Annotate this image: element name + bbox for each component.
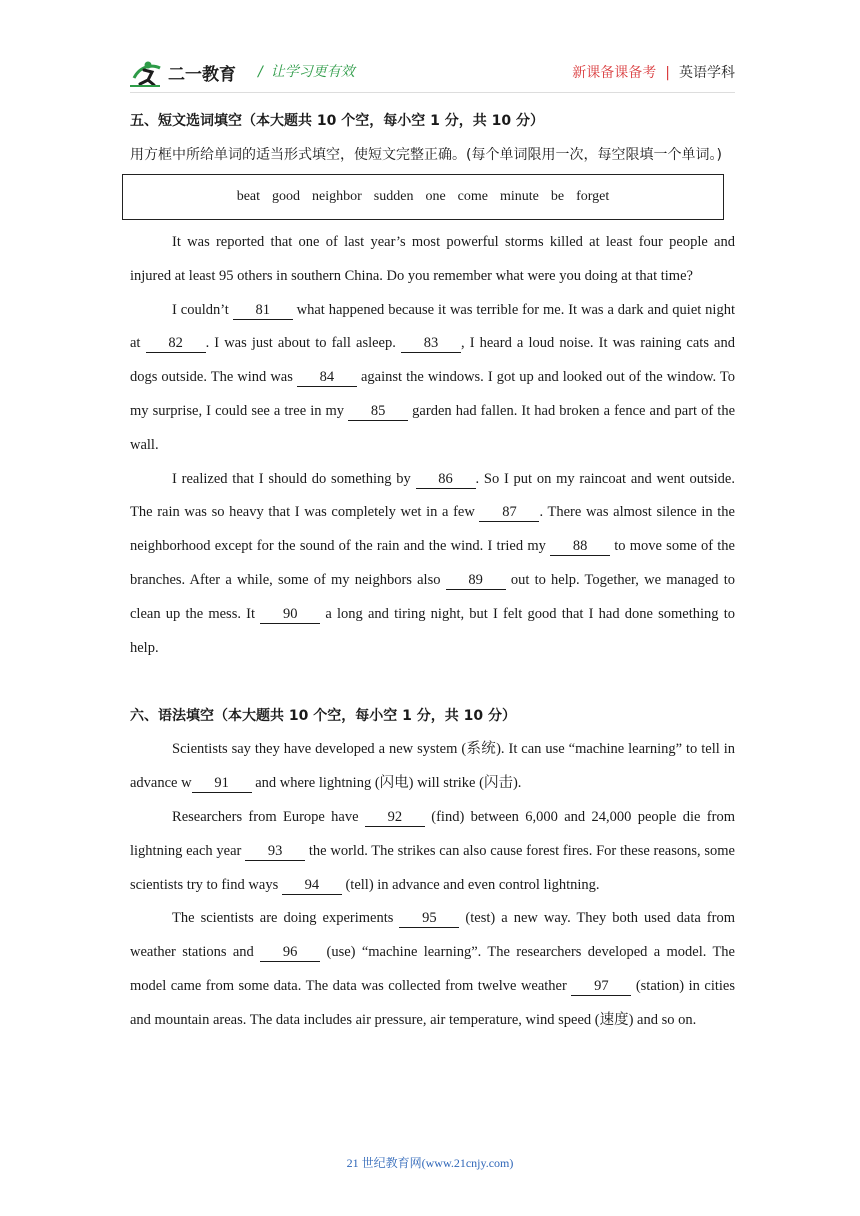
header-subject: 新课备课备考 | 英语学科 <box>572 65 735 81</box>
paragraph-text: . There was almost silence in the neighborhood except for the sound of the rain and the wind. I tried my <box>130 504 735 555</box>
slogan: / 让学习更有效 <box>258 64 355 80</box>
paragraph-text: Scientists say they have developed a new system (系统). It can use “machine learning” to tell in advance w <box>130 741 735 792</box>
answer-blank-90[interactable]: 90 <box>260 605 320 624</box>
answer-blank-83[interactable]: 83 <box>401 334 461 353</box>
section6-title: 六、语法填空（本大题共 10 个空，每小空 1 分，共 10 分） <box>130 708 516 725</box>
footer-source: 21 世纪教育网(www.21cnjy.com) <box>346 1156 514 1170</box>
answer-blank-88[interactable]: 88 <box>550 537 610 556</box>
paragraph-text: garden had fallen. It had broken a fence and part of the wall. <box>130 402 735 453</box>
answer-blank-95[interactable]: 95 <box>399 909 459 928</box>
answer-blank-86[interactable]: 86 <box>416 470 476 489</box>
document-body <box>130 104 735 1038</box>
section5-paragraph-1: It was reported that one of last year’s most powerful storms killed at least four people and injured at least 95 others in southern China. Do you remember what were you doing at that time? <box>130 234 735 284</box>
paragraph-text: Researchers from Europe have <box>172 808 365 825</box>
answer-blank-82[interactable]: 82 <box>146 334 206 353</box>
word-box-item: neighbor <box>312 189 362 204</box>
paragraph-text: (find) between 6,000 and 24,000 people die from lightning each year <box>130 808 735 859</box>
answer-blank-87[interactable]: 87 <box>479 503 539 522</box>
logo-text: 二一教育 <box>168 65 236 85</box>
section6-paragraph-1 <box>130 733 735 801</box>
section5-paragraph-3 <box>130 463 735 666</box>
paragraph-text: (use) “machine learning”. The researchers developed a model. The model came from some data. The data was collected from twelve weather <box>130 944 735 994</box>
answer-blank-94[interactable]: 94 <box>282 876 342 895</box>
answer-blank-91[interactable]: 91 <box>192 774 252 793</box>
paragraph-text: and where lightning (闪电) will strike (闪击). <box>251 775 522 792</box>
paragraph-text: , I heard a loud noise. It was raining cats and dogs outside. The wind was <box>130 335 735 386</box>
paragraph-text: a long and tiring night, but I felt good that I had done something to help. <box>130 605 735 656</box>
answer-blank-84[interactable]: 84 <box>297 368 357 387</box>
word-box <box>122 174 724 220</box>
word-box-item: come <box>457 189 488 204</box>
paragraph-text: (test) a new way. They both used data from weather stations and <box>130 910 735 961</box>
word-box-item: good <box>272 189 301 204</box>
paragraph-text: I couldn’t <box>172 301 233 318</box>
section5-instruction: 用方框中所给单词的适当形式填空，使短文完整正确。(每个单词限用一次，每空限填一个单词。) <box>130 147 722 163</box>
page-header <box>130 56 735 92</box>
word-box-item: minute <box>500 189 539 204</box>
word-box-item: sudden <box>373 189 414 204</box>
paragraph-text: . I was just about to fall asleep. <box>205 335 401 352</box>
word-box-item: one <box>425 189 446 204</box>
answer-blank-97[interactable]: 97 <box>571 977 631 996</box>
section5-paragraph-2 <box>130 294 735 463</box>
word-box-item: forget <box>576 189 610 204</box>
paragraph-text: to move some of the branches. After a while, some of my neighbors also <box>130 538 735 588</box>
section6-paragraph-3 <box>130 902 735 1037</box>
answer-blank-81[interactable]: 81 <box>233 301 293 320</box>
header-divider <box>130 92 735 93</box>
answer-blank-92[interactable]: 92 <box>365 808 425 827</box>
paragraph-text: against the windows. I got up and looked out of the window. To my surprise, I could see a tree in my <box>130 369 735 419</box>
paragraph-text: . So I put on my raincoat and went outside. The rain was so heavy that I was completely wet in a few <box>130 470 735 521</box>
word-box-item: beat <box>236 189 261 204</box>
paragraph-text: out to help. Together, we managed to clean up the mess. It <box>130 571 736 622</box>
paragraph-text: the world. The strikes can also cause forest fires. For these reasons, some scientists try to find ways <box>130 842 735 893</box>
section5-title: 五、短文选词填空（本大题共 10 个空，每小空 1 分，共 10 分） <box>130 113 544 129</box>
answer-blank-85[interactable]: 85 <box>348 402 408 421</box>
paragraph-text: The scientists are doing experiments <box>172 910 400 927</box>
answer-blank-96[interactable]: 96 <box>260 943 320 962</box>
paragraph-text: (tell) in advance and even control lightning. <box>341 876 600 893</box>
paragraph-text: I realized that I should do something by <box>172 470 416 487</box>
section6-paragraph-2 <box>130 801 735 902</box>
answer-blank-93[interactable]: 93 <box>245 842 305 861</box>
answer-blank-89[interactable]: 89 <box>446 571 506 590</box>
paragraph-text: what happened because it was terrible for me. It was a dark and quiet night at <box>130 301 735 352</box>
paragraph-text: (station) in cities and mountain areas. The data includes air pressure, air temperature, wind speed (速度) and so on. <box>130 977 736 1028</box>
logo-icon <box>130 56 250 90</box>
word-box-item: be <box>550 189 565 204</box>
